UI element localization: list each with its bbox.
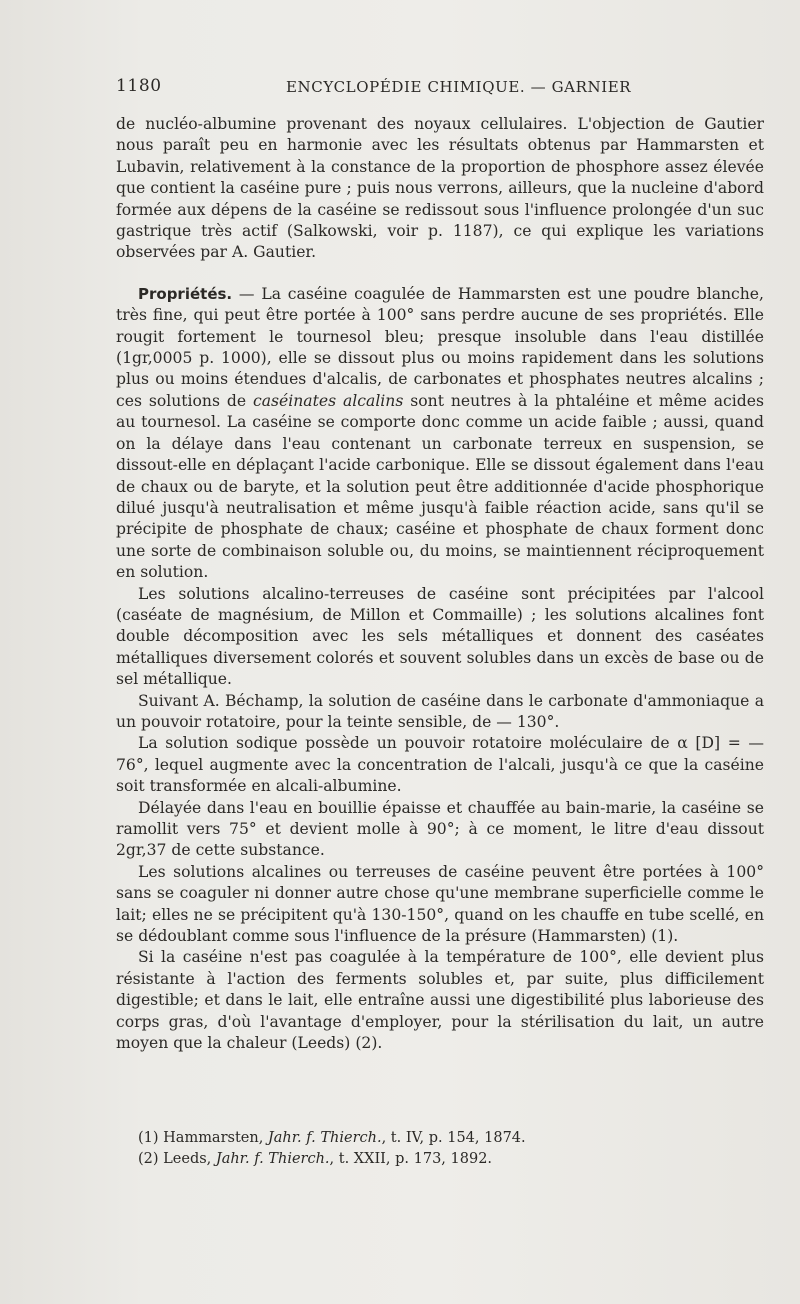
section-heading: Propriétés. <box>138 284 233 303</box>
paragraph: Les solutions alcalines ou terreuses de caséine peuvent être portées à 100° sans se coaguler ni donner autre chose qu'une membrane superficielle comme le lait; elles ne se précipitent qu'à 130-150°, quand on les chauffe en tube scellé, en se dédoublant comme sous l'influence de la présure (Hammarsten) (1). <box>116 862 764 946</box>
footnote-text: (2) Leeds, <box>138 1151 216 1167</box>
paragraph: Délayée dans l'eau en bouillie épaisse et chauffée au bain-marie, la caséine se ramollit vers 75° et devient molle à 90°; à ce moment, le litre d'eau dissout 2gr,37 de cette substance. <box>116 798 764 860</box>
footnote-text: , t. IV, p. 154, 1874. <box>381 1130 526 1146</box>
running-title: ENCYCLOPÉDIE CHIMIQUE. — GARNIER <box>286 78 632 96</box>
footnote-2 <box>138 1149 758 1170</box>
paragraph-text: sont neutres à la phtaléine et même acides au tournesol. La caséine se comporte donc comme un acide faible ; aussi, quand on la délaye dans l'eau contenant un carbonate terreux en suspension, se dissout-elle en déplaçant l'acide carbonique. Elle se dissout également dans l'eau de chaux ou de baryte, et la solution peut être additionnée d'acide phosphorique dilué jusqu'à neutralisation et même jusqu'à faible réaction acide, sans qu'il se précipite de phosphate de chaux; caséine et phosphate de chaux forment donc une sorte de combinaison soluble ou, du moins, se maintiennent réciproquement en solution. <box>116 391 764 582</box>
page-number: 1180 <box>116 76 162 96</box>
paragraph-text: — La caséine coagulée de Hammarsten est une poudre blanche, très fine, qui peut être portée à 100° sans perdre aucune de ses propriétés. Elle rougit fortement le tournesol bleu; presque insoluble dans l'eau distillée (1gr,0005 p. 1000), elle se dissout plus ou moins rapidement dans les solutions plus ou moins étendues d'alcalis, de carbonates et phosphates neutres alcalins ; ces solutions de <box>116 284 764 410</box>
paragraph: Les solutions alcalino-terreuses de caséine sont précipitées par l'alcool (caséate de magnésium, de Millon et Commaille) ; les solutions alcalines font double décomposition avec les sels métalliques et donnent des caséates métalliques diversement colorés et souvent solubles dans un excès de base ou de sel métallique. <box>116 584 764 689</box>
body-text <box>116 114 764 1054</box>
footnote-text: (1) Hammarsten, <box>138 1130 268 1146</box>
italic-term: caséinates alcalins <box>253 391 404 410</box>
footnote-journal: Jahr. f. Thierch. <box>267 1130 382 1146</box>
page-header <box>116 76 768 100</box>
footnote-1 <box>138 1128 758 1149</box>
paragraph: La solution sodique possède un pouvoir rotatoire moléculaire de α [D] = — 76°, lequel augmente avec la concentration de l'alcali, jusqu'à ce que la caséine soit transformée en alcali-albumine. <box>116 734 764 796</box>
paragraph: Si la caséine n'est pas coagulée à la température de 100°, elle devient plus résistante à l'action des ferments solubles et, par suite, plus difficilement digestible; et dans le lait, elle entraîne aussi une digestibilité plus laborieuse des corps gras, d'où l'avantage d'employer, pour la stérilisation du lait, un autre moyen que la chaleur (Leeds) (2). <box>116 948 764 1053</box>
footnotes <box>138 1128 758 1170</box>
paragraph: de nucléo-albumine provenant des noyaux cellulaires. L'objection de Gautier nous paraît peu en harmonie avec les résultats obtenus par Hammarsten et Lubavin, relativement à la constance de la proportion de phosphore assez élevée que contient la caséine pure ; puis nous verrons, ailleurs, que la nucleine d'abord formée aux dépens de la caséine se redissout sous l'influence prolongée d'un suc gastrique très actif (Salkowski, voir p. 1187), ce qui explique les variations observées par A. Gautier. <box>116 115 764 262</box>
footnote-text: , t. XXII, p. 173, 1892. <box>329 1151 493 1167</box>
paragraph-properties <box>116 284 764 584</box>
footnote-journal: Jahr. f. Thierch. <box>215 1151 330 1167</box>
paragraph: Suivant A. Béchamp, la solution de caséine dans le carbonate d'ammoniaque a un pouvoir rotatoire, pour la teinte sensible, de — 130°. <box>116 691 764 731</box>
